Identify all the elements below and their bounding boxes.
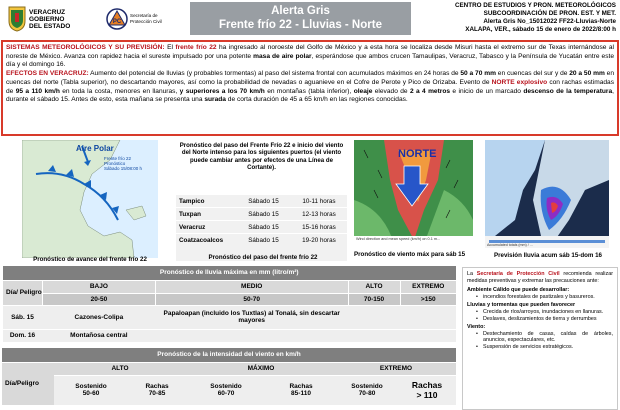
alert-number: Alerta Gris No_15012022 FF22-Lluvias-Norte bbox=[483, 18, 616, 25]
veracruz-logo bbox=[8, 3, 100, 35]
list-item: • incendios forestales de pastizales y basureros. bbox=[476, 294, 613, 301]
alert-title-line1: Alerta Gris bbox=[271, 5, 330, 17]
rain-col-header: Día/ Peligro bbox=[3, 280, 43, 305]
norte-label: NORTE bbox=[398, 148, 437, 160]
front-timing-table bbox=[176, 140, 347, 261]
table-row: Veracruz Sábado 15 15-16 horas bbox=[176, 221, 347, 234]
wind-table-title: Pronóstico de la intensidad del viento en km/h bbox=[2, 348, 456, 362]
range-alto: 70-150 bbox=[348, 293, 400, 305]
header bbox=[0, 0, 620, 38]
wind-level-maximo: MÁXIMO bbox=[186, 362, 336, 375]
front-label: Frente frío 22 Pronóstico Sábado 15/08:00 h bbox=[104, 156, 143, 171]
rain-legend: Accumulated totals (mm) / ... bbox=[487, 243, 533, 247]
wind-forecast-map bbox=[354, 140, 473, 244]
table-row: Sostenido 50-60 Rachas 70-85 Sostenido 60-70 Rachas 85-110 Sostenido 70-80 Rachas > 110 bbox=[2, 375, 456, 405]
measures-intro: La Secretaría de Protección Civil recomienda realizar medidas preventivas y extremar las precauciones ante: bbox=[467, 271, 613, 284]
list-item: • Crecida de ríos/arroyos, inundaciones en llanuras. bbox=[476, 309, 613, 316]
wind-level-extremo: EXTREMO bbox=[336, 362, 456, 375]
center-name: CENTRO DE ESTUDIOS Y PRON. METEOROLÓGICOS bbox=[454, 2, 616, 9]
measure-section-wind: Viento: bbox=[467, 324, 486, 331]
alert-title bbox=[190, 2, 411, 35]
wind-level-alto: ALTO bbox=[54, 362, 186, 375]
list-item: • Destechamiento de casas, caídas de árboles, anuncios, espectaculares, etc. bbox=[476, 331, 613, 344]
level-bajo: BAJO bbox=[42, 280, 155, 293]
alert-title-line2: Frente frío 22 - Lluvias - Norte bbox=[219, 19, 382, 31]
rain-accumulation-map bbox=[485, 140, 609, 248]
subcoordination: SUBCOORDINACIÓN DE PRON. EST. Y MET. bbox=[483, 10, 616, 17]
measure-section-rain: Lluvias y tormentas que pueden favorecer bbox=[467, 302, 576, 309]
state-shield-icon bbox=[8, 6, 26, 32]
table-row: Dom. 16 Montañosa central bbox=[3, 329, 457, 342]
effects-heading: EFECTOS EN VERACRUZ: bbox=[6, 70, 89, 78]
list-item: • Deslaves, deslizamientos de tierra y derrumbes bbox=[476, 316, 613, 323]
pc-triangle-icon bbox=[106, 8, 128, 30]
timing-note: Pronóstico del paso del Frente Frío 22 e inicio del viento del Norte intenso para los siguientes puertos (el viento puede cambiar antes por efectos de una Línea de Cortante). bbox=[176, 140, 347, 194]
wind-map-caption: Pronóstico de viento máx para sáb 15 bbox=[354, 251, 466, 258]
effects-paragraph: EFECTOS EN VERACRUZ: Aumento del potencial de lluvias (y probables tormentas) al paso del sistema frontal con acumulados máximos en 24 horas de 50 a 70 mm en cuencas del sur y de 20 a 50 mm en cuencas del norte (Tabla superior), no descartando mayores, así como la probabilidad de nevadas o aguanieve en el Cofre de Perote y Pico de Orizaba. Evento de NORTE explosivo con rachas estimadas de 95 a 110 km/h en toda la costa, menores en llanuras, y superiores a los 70 km/h en montañas (tabla inferior), oleaje elevado de 2 a 4 metros e inicio de un marcado descenso de la temperatura, durante el sábado 15. Antes de esto, esta mañana se presenta una surada de corta duración de 45 a 65 km/h en las regiones conocidas. bbox=[6, 70, 615, 104]
air-polar-label: Aire Polar bbox=[76, 144, 114, 153]
list-item: • Suspensión de servicios estratégicos. bbox=[476, 344, 613, 351]
table-row: Tuxpan Sábado 15 12-13 horas bbox=[176, 208, 347, 221]
rain-table-title: Pronóstico de lluvia máxima en mm (litro/m²) bbox=[3, 266, 457, 280]
wind-col-header: Día/Peligro bbox=[2, 362, 54, 405]
rain-map-caption: Previsión lluvia acum sáb 15-dom 16 bbox=[494, 252, 602, 259]
range-bajo: 20-50 bbox=[42, 293, 155, 305]
wind-legend: Wind direction and mean speed (km/h) on 0.1 m... bbox=[356, 237, 441, 241]
systems-paragraph: SISTEMAS METEOROLÓGICOS Y SU PREVISIÓN: El frente frío 22 ha ingresado al noroeste del Golfo de México y a esta hora se localiza desde Misuri hasta el extremo sur de Texas internándose al noreste de México. Avanza con rapidez hacia el sureste impulsado por una potente masa de aire polar, esperándose que ambos crucen Tamaulipas, Veracruz, Tabasco y la Península de Yucatán entre este día y el domingo 16. bbox=[6, 44, 614, 69]
pc-logo-text: Secretaría de Protección Civil bbox=[130, 13, 162, 24]
wind-forecast-table bbox=[2, 348, 456, 405]
rain-forecast-table bbox=[2, 266, 456, 342]
table-row: Coatzacoalcos Sábado 15 19-20 horas bbox=[176, 234, 347, 247]
systems-heading: SISTEMAS METEOROLÓGICOS Y SU PREVISIÓN: bbox=[6, 44, 165, 51]
range-extremo: >150 bbox=[400, 293, 456, 305]
center-info bbox=[411, 2, 616, 34]
level-medio: MEDIO bbox=[155, 280, 348, 293]
proteccion-civil-logo bbox=[106, 3, 184, 35]
preventive-measures bbox=[462, 267, 618, 410]
front-forecast-map bbox=[22, 140, 158, 258]
issue-date: XALAPA, VER., sábado 15 de enero de 2022/8:00 h bbox=[465, 26, 616, 33]
range-medio: 50-70 bbox=[155, 293, 348, 305]
level-extremo: EXTREMO bbox=[400, 280, 456, 293]
table-row: Tampico Sábado 15 10-11 horas bbox=[176, 195, 347, 208]
front-map-caption: Pronóstico de avance del frente frío 22 bbox=[33, 256, 147, 263]
rain-map-graphic bbox=[485, 140, 609, 248]
level-alto: ALTO bbox=[348, 280, 400, 293]
state-logo-text: VERACRUZ GOBIERNO DEL ESTADO bbox=[29, 8, 71, 30]
forecast-summary bbox=[1, 40, 619, 136]
svg-text:PC: PC bbox=[112, 19, 122, 25]
timing-caption: Pronóstico del paso del frente frío 22 bbox=[208, 254, 318, 261]
table-row: Sáb. 15 Cazones-Colipa Papaloapan (incluido los Tuxtlas) al Tonalá, sin descartar mayores bbox=[3, 305, 457, 329]
measure-section-heat: Ambiente Cálido que puede desarrollar: bbox=[467, 287, 570, 294]
